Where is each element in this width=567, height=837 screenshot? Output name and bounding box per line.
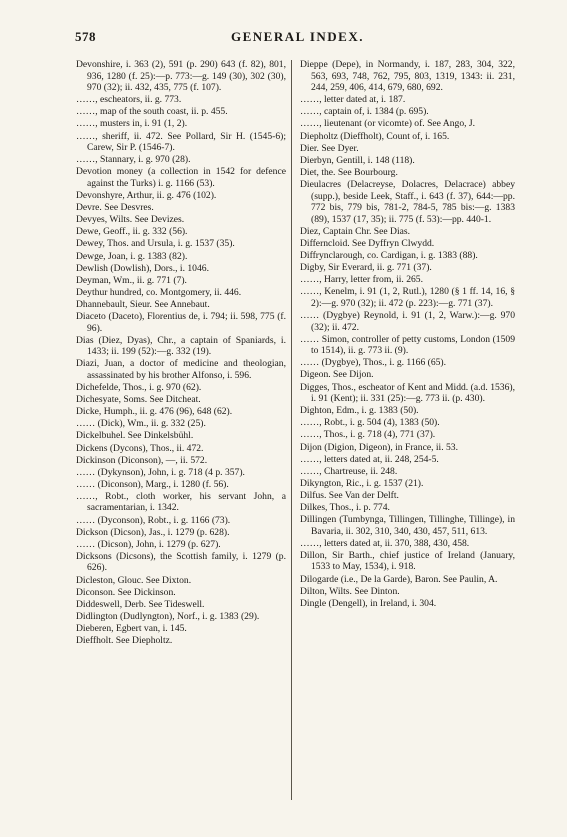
index-entry: ……, sheriff, ii. 472. See Pollard, Sir H. (1545-6); Carew, Sir P. (1546-7). <box>76 130 286 154</box>
index-entry: Dierbyn, Gentill, i. 148 (118). <box>300 154 415 166</box>
index-entry: Dilkes, Thos., i. p. 774. <box>300 501 390 513</box>
index-entry: Diaceto (Daceto), Florentius de, i. 794; ii. 598, 775 (f. 96). <box>76 310 286 334</box>
index-entry: Diepholtz (Dieffholt), Count of, i. 165. <box>300 130 450 142</box>
index-entry: Dijon (Digion, Digeon), in France, ii. 53. <box>300 441 459 453</box>
index-entry: …… (Dick), Wm., ii. g. 332 (25). <box>76 418 206 430</box>
index-column-right <box>300 59 515 610</box>
index-entry: Differncloid. See Dyffryn Clwydd. <box>300 237 435 249</box>
index-entry: Dieppe (Depe), in Normandy, i. 187, 283, 304, 322, 563, 693, 748, 762, 795, 803, 1319, 1343: ii. 231, 244, 259, 406, 414, 679, 680, 692. <box>300 59 515 94</box>
index-entry: Diddeswell, Derb. See Tideswell. <box>76 598 205 610</box>
index-entry: Dias (Diez, Dyas), Chr., a captain of Spaniards, i. 1433; ii. 199 (52):—g. 332 (19). <box>76 334 286 358</box>
index-entry: Devotion money (a collection in 1542 for defence against the Turks) i. g. 1166 (53). <box>76 166 286 189</box>
index-entry: Digby, Sir Everard, ii. g. 771 (37). <box>300 262 432 274</box>
index-entry: ……, Robt., cloth worker, his servant John, a sacramentarian, i. 1342. <box>76 490 286 514</box>
index-entry: ……, Harry, letter from, ii. 265. <box>300 274 423 286</box>
index-entry: Dewe, Geoff., ii. g. 332 (56). <box>76 226 188 238</box>
index-entry: …… Simon, controller of petty customs, London (1509 to 1514), ii. g. 773 ii. (9). <box>300 333 515 357</box>
index-entry: Dilfus. See Van der Delft. <box>300 489 399 501</box>
index-entry: Dier. See Dyer. <box>300 142 359 154</box>
index-entry: Dickens (Dycons), Thos., ii. 472. <box>76 442 204 454</box>
index-entry: …… (Dykynson), John, i. g. 718 (4 p. 357). <box>76 466 245 478</box>
index-entry: ……, letters dated at, ii. 248, 254-5. <box>300 453 439 465</box>
index-entry: Dicleston, Glouc. See Dixton. <box>76 574 192 586</box>
index-entry: Dillingen (Tumbynga, Tillingen, Tillinghe, Tillinge), in Bavaria, ii. 302, 310, 340, 430, 457, 511, 613. <box>300 514 515 537</box>
index-entry: ……, Kenelm, i. 91 (1, 2, Rutl.), 1280 (§ 1 ff. 14, 16, § 2):—g. 970 (32); ii. 472 (p. 223):—g. 771 (37). <box>300 286 515 309</box>
index-entry: Dikyngton, Ric., i. g. 1537 (21). <box>300 477 424 489</box>
page-header <box>75 27 520 49</box>
index-entry: …… (Dicson), John, i. 1279 (p. 627). <box>76 538 221 550</box>
index-entry: Dewlish (Dowlish), Dors., i. 1046. <box>76 262 209 274</box>
index-entry: Diazi, Juan, a doctor of medicine and theologian, assassinated by his brother Alfonso, i. 596. <box>76 358 286 381</box>
index-entry: Dhannebault, Sieur. See Annebaut. <box>76 298 210 310</box>
index-entry: Dilton, Wilts. See Dinton. <box>300 585 400 597</box>
index-entry: Dichefelde, Thos., i. g. 970 (62). <box>76 382 202 394</box>
index-entry: ……, map of the south coast, ii. p. 455. <box>76 106 228 118</box>
index-entry: Dewey, Thos. and Ursula, i. g. 1537 (35). <box>76 238 235 250</box>
index-entry: Diconson. See Dickinson. <box>76 586 176 598</box>
index-entry: ……, Thos., i. g. 718 (4), 771 (37). <box>300 429 436 441</box>
index-entry: Deythur hundred, co. Montgomery, ii. 446. <box>76 286 242 298</box>
index-entry: ……, letter dated at, i. 187. <box>300 94 406 106</box>
index-entry: …… (Dyconson), Robt., i. g. 1166 (73). <box>76 514 231 526</box>
column-divider <box>291 60 292 800</box>
index-entry: ……, lieutenant (or vicomte) of. See Ango, J. <box>300 118 476 130</box>
index-entry: Deyman, Wm., ii. g. 771 (7). <box>76 274 187 286</box>
index-entry: Digges, Thos., escheator of Kent and Midd. (a.d. 1536), i. 91 (Kent); ii. 331 (25):—g. 773 ii. (p. 430). <box>300 381 515 405</box>
index-entry: Dickson (Dicson), Jas., i. 1279 (p. 628). <box>76 526 230 538</box>
index-entry: Dieberen, Egbert van, i. 145. <box>76 622 187 634</box>
index-entry: Diffrynclarough, co. Cardigan, i. g. 1383 (88). <box>300 250 478 261</box>
index-entry: Diet, the. See Bourbourg. <box>300 166 398 178</box>
index-entry: …… (Dygbye), Thos., i. g. 1166 (65). <box>300 357 447 369</box>
index-entry: Didlington (Dudlyngton), Norf., i. g. 1383 (29). <box>76 610 260 622</box>
index-entry: Digeon. See Dijon. <box>300 369 374 381</box>
index-entry: ……, Stannary, i. g. 970 (28). <box>76 154 191 166</box>
index-column-left <box>76 59 286 647</box>
index-entry: Devyes, Wilts. See Devizes. <box>76 214 185 226</box>
index-entry: ……, Chartreuse, ii. 248. <box>300 465 398 477</box>
index-entry: Diez, Captain Chr. See Dias. <box>300 225 411 237</box>
index-entry: Dicke, Humph., ii. g. 476 (96), 648 (62). <box>76 406 233 418</box>
index-entry: ……, musters in, i. 91 (1, 2). <box>76 118 188 130</box>
index-entry: …… (Diconson), Marg., i. 1280 (f. 56). <box>76 478 229 490</box>
index-entry: ……, letters dated at, ii. 370, 388, 430, 458. <box>300 537 470 549</box>
page-number: 578 <box>75 29 96 44</box>
index-entry: Dewge, Joan, i. g. 1383 (82). <box>76 250 188 262</box>
index-entry: Dicksons (Dicsons), the Scottish family, i. 1279 (p. 626). <box>76 550 286 574</box>
index-entry: Devonshyre, Arthur, ii. g. 476 (102). <box>76 190 217 202</box>
index-entry: Dieulacres (Delacreyse, Dolacres, Delacrace) abbey (supp.), beside Leek, Staff., i. 643 (f. 37), 644:—pp. 772 bis, 779 bis, 781-2, 784-5, 785 bis:—g. 1383 (89), 1537 (17, 35); ii. 775 (f. 53):—pp. 440-1. <box>300 178 515 225</box>
index-entry: ……, escheators, ii. g. 773. <box>76 94 182 106</box>
index-entry: Dillon, Sir Barth., chief justice of Ireland (January, 1533 to May, 1534), i. 918. <box>300 549 515 573</box>
index-entry: ……, captain of, i. 1384 (p. 695). <box>300 106 429 118</box>
index-entry: Dingle (Dengell), in Ireland, i. 304. <box>300 597 437 609</box>
running-head: GENERAL INDEX. <box>231 29 364 44</box>
index-entry: Dilogarde (i.e., De la Garde), Baron. See Paulin, A. <box>300 573 498 585</box>
index-entry: Dickelbuhel. See Dinkelsbühl. <box>76 430 194 442</box>
index-entry: Dickinson (Diconson), —, ii. 572. <box>76 454 208 466</box>
index-entry: Dichesyate, Soms. See Ditcheat. <box>76 394 201 406</box>
index-entry: Devre. See Desvres. <box>76 202 154 214</box>
index-entry: ……, Robt., i. g. 504 (4), 1383 (50). <box>300 417 440 429</box>
index-entry: Dighton, Edm., i. g. 1383 (50). <box>300 405 419 417</box>
index-entry: Devonshire, i. 363 (2), 591 (p. 290) 643 (f. 82), 801, 936, 1280 (f. 25):—p. 773:—g. 149 (30), 302 (30), 970 (32); ii. 432, 435, 775 (f. 107). <box>76 59 286 94</box>
index-entry: …… (Dygbye) Reynold, i. 91 (1, 2, Warw.):—g. 970 (32); ii. 472. <box>300 309 515 333</box>
index-entry: Dieffholt. See Diepholtz. <box>76 635 173 646</box>
